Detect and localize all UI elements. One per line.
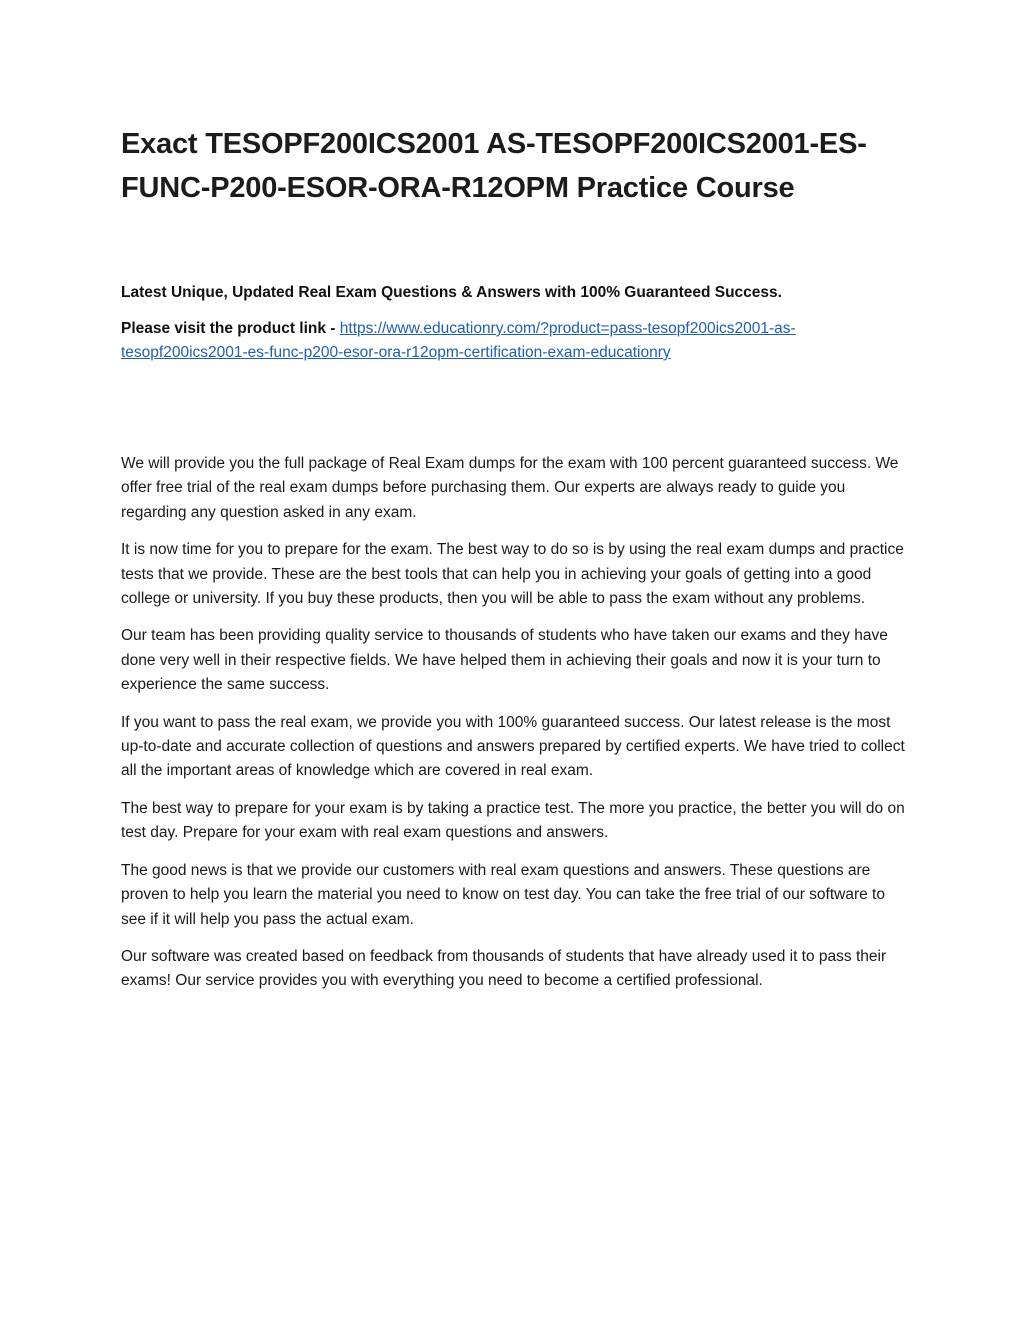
product-link-text-2: tesopf200ics2001-es-func-p200-esor-ora-r12opm-certification-exam-educationry: [121, 344, 671, 361]
paragraph: The good news is that we provide our customers with real exam questions and answers. These questions are proven to help you learn the material you need to know on test day. You can take the free trial of our software to see if it will help you pass the actual exam.: [121, 861, 885, 928]
page-title: [121, 122, 911, 210]
paragraph: The best way to prepare for your exam is by taking a practice test. The more you practice, the better you will do on test day. Prepare for your exam with real exam questions and answers.: [121, 799, 905, 842]
product-link-line: [121, 317, 911, 365]
paragraph: We will provide you the full package of Real Exam dumps for the exam with 100 percent guaranteed success. We offer free trial of the real exam dumps before purchasing them. Our experts are always ready to guide you regarding any question asked in any exam.: [121, 455, 899, 521]
paragraph: If you want to pass the real exam, we provide you with 100% guaranteed success. Our latest release is the most up-to-date and accurate collection of questions and answers prepared by certified experts. We have tried to collect all the important areas of knowledge which are covered in real exam.: [121, 713, 905, 780]
visit-label: Please visit the product link -: [121, 320, 340, 337]
paragraph: It is now time for you to prepare for the exam. The best way to do so is by using the real exam dumps and practice tests that we provide. These are the best tools that can help you in achieving your goals of getting into a good college or university. If you buy these products, then you will be able to pass the exam without any problems.: [121, 541, 904, 608]
tagline: Latest Unique, Updated Real Exam Questions & Answers with 100% Guaranteed Success.: [121, 284, 782, 301]
title-line-1: Exact TESOPF200ICS2001 AS-TESOPF200ICS2001-ES-: [121, 128, 867, 160]
product-link-text-1: https://www.educationry.com/?product=pass-tesopf200ics2001-as-: [339, 320, 796, 337]
paragraph: Our software was created based on feedback from thousands of students that have already used it to pass their exams! Our service provides you with everything you need to become a certified professional.: [121, 947, 887, 990]
body-text: [121, 452, 911, 1007]
title-line-2: FUNC-P200-ESOR-ORA-R12OPM Practice Course: [121, 172, 795, 204]
paragraph: Our team has been providing quality service to thousands of students who have taken our exams and they have done very well in their respective fields. We have helped them in achieving their goals and now it is your turn to experience the same success.: [121, 627, 888, 694]
